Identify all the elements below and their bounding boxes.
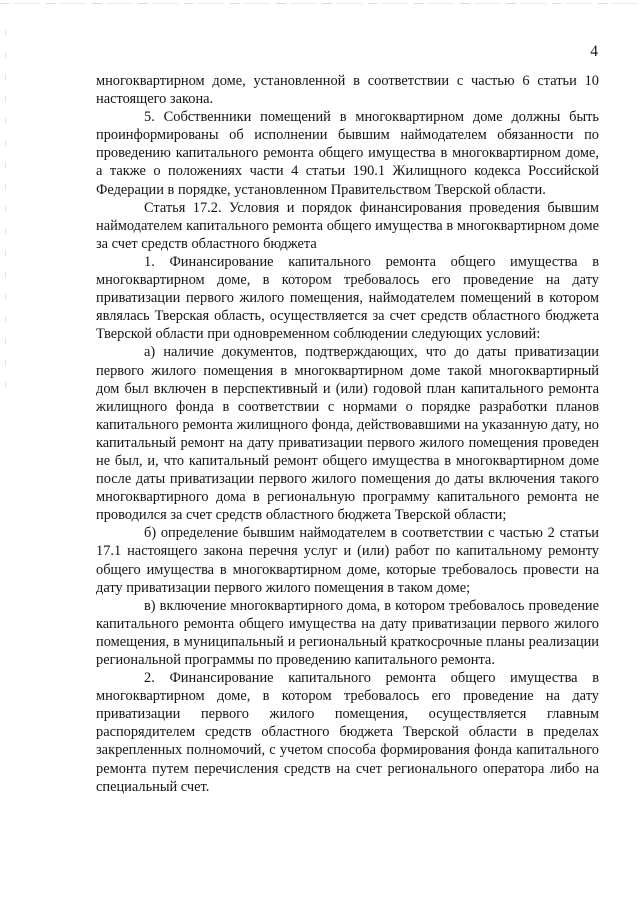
page-number: 4 bbox=[590, 43, 598, 60]
paragraph-subclause-b: б) определение бывшим наймодателем в соответствии с частью 2 статьи 17.1 настоящего закона перечня услуг и (или) работ по капитальному ремонту общего имущества в многоквартирном доме, которые требовалось провести на дату приватизации первого жилого помещения в таком доме; bbox=[96, 525, 599, 596]
scan-artifact-margin bbox=[5, 30, 6, 390]
paragraph-subclause-v: в) включение многоквартирного дома, в котором требовалось проведение капитального ремонта общего имущества на дату приватизации первого жилого помещения, в муниципальный и региональный краткосрочные планы реализации региональной программы по проведению капитального ремонта. bbox=[96, 597, 599, 668]
paragraph-clause-2: 2. Финансирование капитального ремонта общего имущества в многоквартирном доме, в котором требовалось его проведение на дату приватизации первого жилого помещения, осуществляется главным распорядителем средств областного бюджета Тверской области в пределах закрепленных полномочий, с учетом способа формирования фонда капитального ремонта путем перечисления средств на счет регионального оператора либо на специальный счет. bbox=[96, 670, 599, 795]
paragraph-continuation: многоквартирном доме, установленной в соответствии с частью 6 статьи 10 настоящего закона. bbox=[96, 73, 599, 108]
paragraph-item-5: 5. Собственники помещений в многоквартирном доме должны быть проинформированы об исполнении бывшим наймодателем обязанности по проведению капитального ремонта общего имущества в многоквартирном доме, а также о положениях части 4 статьи 190.1 Жилищного кодекса Российской Федерации в порядке, установленном Правительством Тверской области. bbox=[96, 109, 599, 198]
paragraph-clause-1: 1. Финансирование капитального ремонта общего имущества в многоквартирном доме, в котором требовалось его проведение на дату приватизации первого жилого помещения, наймодателем помещений в котором являлась Тверская область, осуществляется за счет средств областного бюджета Тверской области при одновременном соблюдении следующих условий: bbox=[96, 253, 599, 343]
paragraph-subclause-a: а) наличие документов, подтверждающих, что до даты приватизации первого жилого помещения в многоквартирном доме такой многоквартирный дом был включен в перспективный и (или) годовой план капитального ремонта жилищного фонда в соответствии с нормами о порядке разработки планов капитального ремонта жилищного фонда, действовавшими на указанную дату, но капитальный ремонт на дату приватизации первого жилого помещения проведен не был, и, что капитальный ремонт общего имущества в многоквартирном доме после даты приватизации первого жилого помещения до даты включения такого многоквартирного дома в региональную программу капитального ремонта не проводился за счет средств областного бюджета Тверской области; bbox=[96, 344, 599, 524]
document-body bbox=[96, 72, 599, 796]
scan-artifact-top bbox=[0, 3, 640, 4]
article-17-2-heading: Статья 17.2. Условия и порядок финансирования проведения бывшим наймодателем капитального ремонта общего имущества в многоквартирном доме за счет средств областного бюджета bbox=[96, 199, 599, 252]
